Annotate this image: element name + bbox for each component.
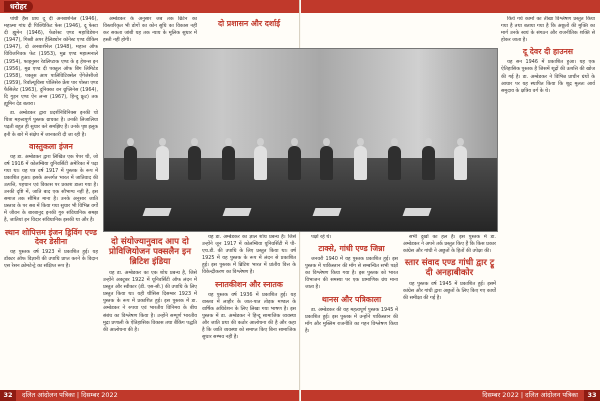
section-heading: दो संयोज्यानुवाद आप दो प्रोविजियोजन पक्सलैन इन ब्रिटिश इंडिया — [109, 237, 191, 267]
page-number: 33 — [584, 390, 600, 401]
paragraph: यह पुस्तक वर्ष 1923 में प्रकाशित हुई। यह डॉक्टर ऑफ विज्ञानी की उपाधि प्राप्त करने के विदान एस रेसन क्रोमटेन्ट्रे का संक्षिप्त रूप है। — [4, 248, 98, 269]
paragraph: यह डा. अम्बेडकर द्वारा लिखित एक पेपर थी, जो वर्ष 1916 में कोलम्बिया युनिवर्सिटी अमेरिका में पढ़ा गया था। यह पत्र वर्ष 1917 में पुस्तक के रूप में प्रकाशित हुआ। इसके अन्तर्गत भारत में जातिवाद की उत्पत्ति, पहचान एवं विकास पर प्रकाश डाला गया है। उनकी दृष्टि में, जाति बाद एक सौभाग्य नहीं है, इस समाज तक सीमित माना है। उनके अनुसार जाति प्रस्ताव के पर सब में किया गया सुधार भी विभिन्न वर्गों में जीवन के बारबानुद इनकी गुरु संविधानिक समझ है, जातियां इन विदार संविधानिक इसकी था और है। — [4, 153, 98, 224]
right-top-band — [301, 0, 600, 13]
column-2-top — [103, 16, 197, 46]
paragraph: यह सन 1946 में प्रकाशित हुआ। यह एक ऐतिहासिक पुस्तक है जिसमें शूद्रों की उत्पत्ति की खोज की गई है। डा. अम्बेडकर ने विभिन्न प्राचीन ग्रंथों के आधार पर यह स्थापित किया कि शूद्र मूलतः आर्य समुदाय के क्षत्रिय वर्ग के थे। — [501, 59, 595, 94]
column-3 — [202, 234, 296, 388]
paragraph: पक्षों रहे थे। — [311, 234, 332, 240]
section-heading: दो प्रशासन और दर्शाई — [217, 19, 281, 28]
footer-title: दिसम्बर 2022 | दलित आंदोलन पत्रिका — [482, 391, 578, 399]
paragraph: यह डा. अम्बेडकर का एक शोध प्रबन्ध है, जिसे उन्होंने अक्टूबर 1922 में यूनिवर्सिटी ऑफ लंदन में प्रस्तुत और स्वीकार (डी. एस-सी.) की उपाधि के लिए प्रस्तुत किया था। यही थीसिस दिसम्बर 1923 में पुस्तक के रूप में प्रकाशित हुई। इस पुस्तक में डा. अम्बेडकर ने रुपया एवं भारतीय विनिमय के बीच संबंध का विश्लेषण किया है। उन्होंने सम्पूर्ण भारतीय मुद्रा प्रणाली के ऐतिहासिक विकास तथा बैंकिंग पद्धति की आलोचना की है। — [103, 270, 197, 333]
paragraph: यह पुस्तक वर्ष 1945 में प्रकाशित हुई। इसमें कांग्रेस और गांधी द्वारा अछूतों के लिए किए गए कार्यों की समीक्षा की गई है। — [403, 281, 496, 302]
column-3-top — [202, 16, 296, 46]
section-heading: स्थान शोपित्तम इंजन ड्रिविंग एण्ड देवर डेसीना — [5, 227, 97, 246]
section-heading: स्तार संवाद एण्ड गांधी द्वार ट्रू दी अनहाबीकोर — [404, 258, 495, 279]
column-4 — [305, 234, 398, 388]
column-5 — [403, 234, 496, 388]
right-footer — [301, 390, 600, 401]
paragraph: पांची हैंस प्राय दू दी अनबार्शनेल (1946), महात्मा गांध दी पिक्चिकिट फेस (1946), दू फेस्टा दी ह्युमेन (1946), फेडरेस्ट एण्ड महाविडेशन (1947), गिब्बी अपर हैलिड्योन कॉनेस्ट एण्ड वीकिम (1947), दो अनबार्शनेल (1948), महात्त ऑफ विविजनिवक फेट (1953), मुब्र एण्ड महात्मनाले (1954), फाइनुसर रेडलिप्टाक एण्ड के इ हेशन्स इन (1956), मुब्र एण्ड दी पक्तूल ऑफ बिंग लिमिटेड (1958), पक्तूस आप पालिविटिक्सेल ऐंगेजेसीजो (1959), रिवॉल्यूविसा पोलिसेरु फ्रेंश पार पोस्ता एण्ड फैसिलेट (1963), दुनिक्का वन ग्रुप्लिनेस (1964), दि गुड़न एण्ड ऐन लन्स (1967), हिन्दू फ्रूट) तक ह्यूमिन देड बतारा। — [4, 16, 98, 108]
footer-title: दलित आंदोलन पत्रिका | दिसम्बर 2022 — [22, 391, 118, 399]
paragraph: किये गये कामों का तीखा विश्लेषण प्रस्तुत किया गया है तथा बताया गया है कि अछूतों की मुक्ति का मार्ग उनके स्वयं के संगठन और राजनीतिक शक्ति से होकर जाता है। — [501, 16, 595, 44]
section-tag: धरोहर — [4, 1, 33, 12]
paragraph: डा. अम्बेडकर की यह महत्वपूर्ण पुस्तक 1945 में प्रकाशित हुई। इस पुस्तक में उन्होंने पाकिस्तान की माँग और मुस्लिम राजनीति का गहन विश्लेषण किया है। — [305, 306, 398, 334]
paragraph: यह डा. अम्बेडकर का ज्ञाल शोध प्रबन्ध है। जिसे उन्होंने जून 1917 में कोलम्बिया यूनिवर्सिटी में पी-एच.डी. की उपाधि के लिए प्रस्तुत किया था। वर्ष 1925 में यह पुस्तक के रूप में लंदन से प्रकाशित हुई। इस पुस्तक में ब्रिटिश भारत में प्रांतीय वित्त के विकेन्द्रीकरण का विश्लेषण है। — [202, 234, 296, 276]
section-heading: थानस और पत्रिकाला — [321, 294, 382, 304]
section-heading: टाक्से, गांधी एण्ड जिन्ना — [318, 244, 385, 254]
section-heading: स्नातकीशन और स्नातक — [215, 279, 283, 289]
page-number: 32 — [0, 390, 16, 401]
paragraph: डा. अम्बेडकर द्वारा प्रदर्शनिविनिक्स इनकी चो चित्रा महत्त्वपूर्ण पुस्तक ग्राचका है। उनकी लिजालिया पढ़ती बहुत ही सुधार करे समझिए हैं। उनके पृष्ठ इलूक इनी के बारे में संक्षेप में जानकारी दी जा रही है। — [4, 110, 98, 138]
section-heading: वास्तुकला इंजन — [29, 141, 73, 151]
column-2 — [103, 234, 197, 388]
column-1 — [4, 16, 98, 388]
section-heading: दू देवर दी हाउनस — [522, 47, 574, 57]
left-top-band — [0, 0, 299, 13]
left-footer — [0, 390, 299, 401]
paragraph: यह पुस्तक वर्ष 1936 में प्रकाशित हुई। यह वास्तव में लाहौर के जात-पात तोड़क मण्डल के वार्षिक अधिवेशन के लिए लिखा गया भाषण है। इस पुस्तक में डा. अम्बेडकर ने हिन्दू सामाजिक व्यवस्था और जाति प्रथा की कठोर आलोचना की है और कहा है कि जाति व्यवस्था को समाप्त किए बिना सामाजिक सुधार सम्भव नहीं है। — [202, 291, 296, 341]
paragraph: सभी दुखों का हल है। इस पुस्तक में डा. अम्बेडकर ने अपने तर्क प्रस्तुत किए हैं कि किस प्रकार कांग्रेस और गांधी ने अछूतों के हितों की उपेक्षा की। — [403, 234, 496, 255]
historic-meeting-photo — [103, 48, 498, 232]
column-6 — [501, 16, 595, 388]
paragraph: जनवरी 1940 में यह पुस्तक प्रकाशित हुई। इस पुस्तक में पाकिस्तान की माँग से सम्बन्धित सभी पक्षों का विश्लेषण किया गया है। इस पुस्तक को भारत विभाजन की समस्या पर एक प्रामाणिक ग्रंथ माना जाता है। — [305, 256, 398, 291]
paragraph: अम्बेडकर के अनुसार जब तक ब्रिटेन का विस्तारिकृत भी डोगों का कोन सुधि का विकास नहीं कर सकता जांबी यह तक न्याय के मूलिक सुधार में हस्ती नहीं होगी। — [103, 16, 197, 44]
